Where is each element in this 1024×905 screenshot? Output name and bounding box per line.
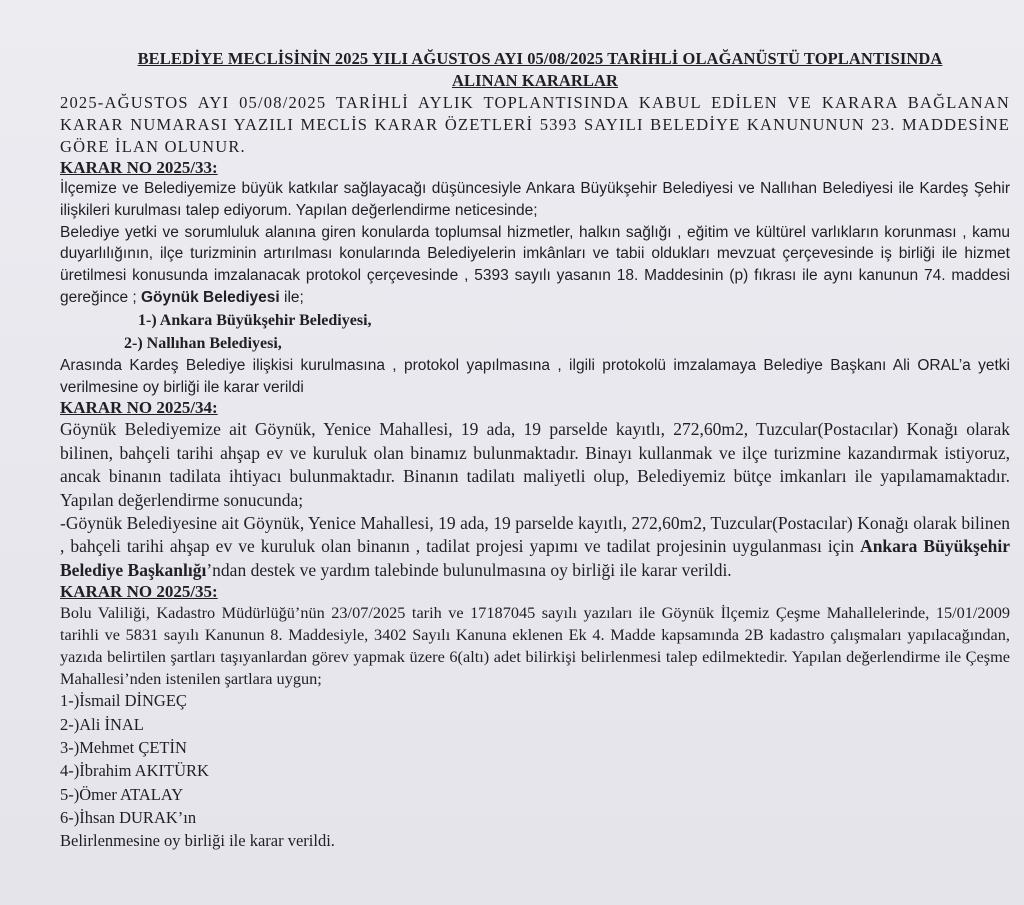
karar-33-p2-bold: Göynük Belediyesi [141, 288, 280, 306]
karar-33-party-1: 1-) Ankara Büyükşehir Belediyesi, [138, 311, 372, 329]
list-item: 6-)İhsan DURAK’ın [60, 807, 197, 827]
karar-34-section [60, 398, 1010, 582]
karar-33-paragraph-3: Arasında Kardeş Belediye ilişkisi kurulmasına , protokol yapılmasına , ilgili protokolü imzalamaya Belediye Başkanı Ali ORAL’a yetki verilmesine oy birliği ile karar verildi [60, 356, 1010, 396]
karar-33-paragraph-2 [60, 222, 1010, 309]
karar-33-p2-end: ile; [279, 288, 304, 306]
list-item: 4-)İbrahim AKITÜRK [60, 761, 209, 781]
karar-34-paragraph-2 [60, 512, 1010, 582]
karar-35-paragraph-1: Bolu Valiliği, Kadastro Müdürlüğü’nün 23/07/2025 tarih ve 17187045 sayılı yazıları ile Göynük İlçemiz Çeşme Mahallelerinde, 15/01/2009 tarihli ve 5831 sayılı Kanunun 8. Maddesiyle, 3402 Sayılı Kanuna eklenen Ek 4. Madde kapsamında 2B kadastro çalışmaları yapılacağından, yazıda belirtilen şartları taşıyanlardan görev yapmak üzere 6(altı) adet bilirkişi belirlenmesi talep edilmektedir. Yapılan değerlendirme ile Çeşme Mahallesi’nden istenilen şartlara uygun; [60, 603, 1010, 688]
karar-34-heading: KARAR NO 2025/34: [60, 398, 218, 418]
karar-33-paragraph-1: İlçemize ve Belediyemize büyük katkılar sağlayacağı düşüncesiyle Ankara Büyükşehir Belediyesi ve Nallıhan Belediyesi ile Kardeş Şehir ilişkileri kurulması talep ediyorum. Yapılan değerlendirme neticesinde; [60, 180, 1010, 219]
title-line-1: BELEDİYE MECLİSİNİN 2025 YILI AĞUSTOS AYI 05/08/2025 TARİHLİ OLAĞANÜSTÜ TOPLANTISINDA [137, 49, 943, 68]
karar-33-section [60, 158, 1010, 398]
karar-35-section [60, 582, 1010, 852]
list-item: 3-)Mehmet ÇETİN [60, 738, 187, 757]
karar-34-p2-text: -Göynük Belediyesine ait Göynük, Yenice Mahallesi, 19 ada, 19 parselde kayıtlı, 272,60m2, Tuzcular(Postacılar) Konağı olarak bilinen , bahçeli tarihi ahşap ev ve kuruluk olan binanın , tadilat projesi yapımı ve tadilat projesinin uygulanması için [60, 513, 1010, 557]
list-item: 1-)İsmail DİNGEÇ [60, 691, 187, 711]
expert-name-list [60, 689, 1010, 829]
karar-35-heading: KARAR NO 2025/35: [60, 582, 218, 602]
karar-34-p2-end: ’ndan destek ve yardım talebinde bulunulmasına oy birliği ile karar verildi. [206, 559, 732, 580]
karar-35-closing: Belirlenmesine oy birliği ile karar verildi. [60, 831, 335, 851]
intro-paragraph: 2025-AĞUSTOS AYI 05/08/2025 TARİHLİ AYLIK TOPLANTISINDA KABUL EDİLEN VE KARARA BAĞLANAN KARAR NUMARASI YAZILI MECLİS KARAR ÖZETLERİ 5393 SAYILI BELEDİYE KANUNUNUN 23. MADDESİNE GÖRE İLAN OLUNUR. [60, 93, 1010, 156]
karar-33-p2-text: Belediye yetki ve sorumluluk alanına giren konularda toplumsal hizmetler, halkın sağlığı , eğitim ve kültürel varlıkların korunması , kamu duyarlılığının, ilçe turizminin artırılması konularında Belediyelerin imkânları ve tabii oldukları mevzuat çerçevesinde iş birliği ile hizmet üretilmesi konusunda imzalanacak protokol çerçevesinde , 5393 sayılı yasanın 18. Maddesinin (p) fıkrası ile aynı kanunun 74. maddesi gereğince ; [60, 223, 1010, 306]
karar-33-heading: KARAR NO 2025/33: [60, 158, 218, 177]
karar-34-paragraph-1: Göynük Belediyemize ait Göynük, Yenice Mahallesi, 19 ada, 19 parselde kayıtlı, 272,60m2, Tuzcular(Postacılar) Konağı olarak bilinen, bahçeli tarihi ahşap ev ve kuruluk olan binamız bulunmaktadır. Binayı kullanmak ve ilçe turizmine kazandırmak istiyoruz, ancak binanın tadilata ihtiyacı bulunmaktadır. Binanın tadilatı maliyetli olup, Belediyemiz bütçe imkanları ile yapılamamaktadır. Yapılan değerlendirme sonucunda; [60, 419, 1010, 510]
karar-34-p2-bold: Ankara Büyükşehir Belediye Başkanlığı [60, 536, 1010, 580]
title-line-2: ALINAN KARARLAR [451, 71, 619, 90]
document-title [60, 48, 1010, 92]
list-item: 2-)Ali İNAL [60, 714, 144, 734]
karar-33-party-2: 2-) Nallıhan Belediyesi, [124, 334, 282, 352]
list-item: 5-)Ömer ATALAY [60, 784, 184, 804]
